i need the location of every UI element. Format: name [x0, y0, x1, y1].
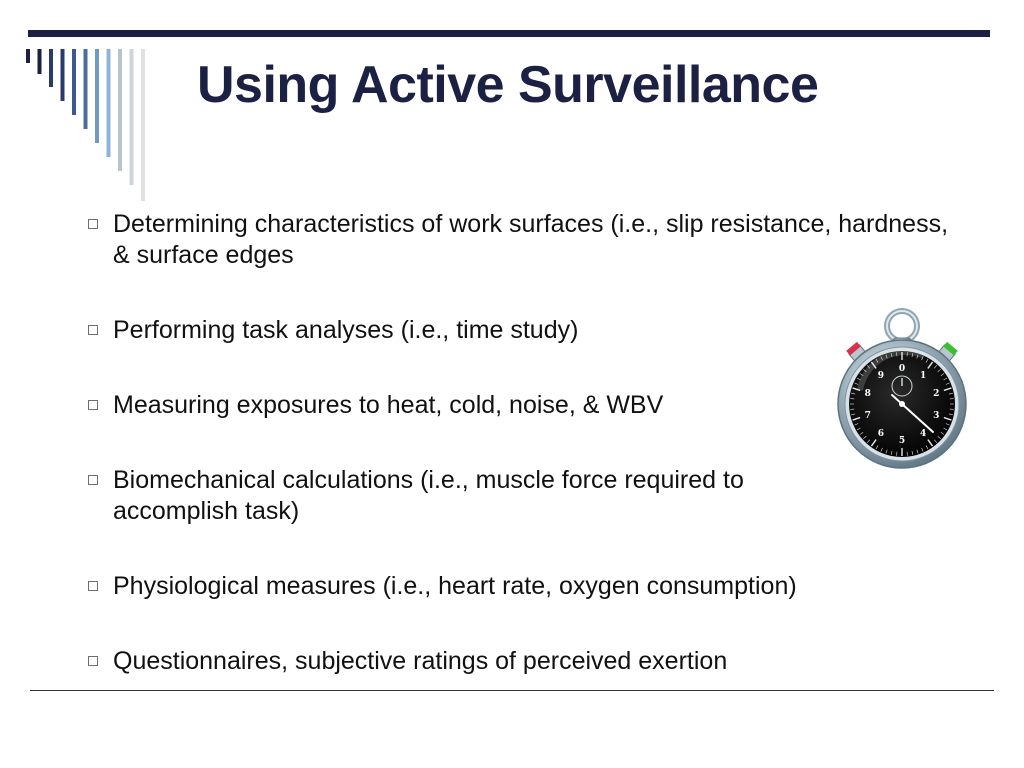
- dial-number: 7: [864, 411, 871, 422]
- decorative-stripe: [72, 49, 76, 115]
- bullet-item: [88, 571, 953, 602]
- top-rule: [28, 30, 990, 37]
- bullet-text: Measuring exposures to heat, cold, noise, & WBV: [113, 391, 664, 419]
- decorative-stripes: [24, 49, 174, 209]
- dial-number: 3: [933, 411, 940, 422]
- square-bullet-icon: [88, 219, 98, 229]
- stopwatch-icon: [832, 304, 972, 474]
- dial-number: 0: [898, 364, 906, 374]
- decorative-stripe: [141, 49, 145, 201]
- square-bullet-icon: [88, 581, 98, 591]
- dial-number: 5: [898, 436, 906, 446]
- bullet-item: [88, 315, 813, 346]
- decorative-stripe: [95, 49, 99, 143]
- square-bullet-icon: [88, 656, 98, 666]
- dial-number: 4: [920, 429, 927, 440]
- decorative-stripe: [26, 49, 30, 63]
- bullet-item: [88, 465, 838, 527]
- bullet-text: Questionnaires, subjective ratings of perceived exertion: [113, 647, 728, 675]
- slide-title: Using Active Surveillance: [197, 56, 819, 114]
- decorative-stripe: [84, 49, 88, 129]
- dial-number: 2: [933, 388, 940, 399]
- bullet-text: Performing task analyses (i.e., time study): [113, 316, 579, 344]
- decorative-stripe: [130, 49, 134, 185]
- bullet-item: [88, 646, 953, 677]
- dial-number: 6: [877, 429, 884, 440]
- dial-number: 8: [864, 388, 871, 399]
- bullet-text: Physiological measures (i.e., heart rate, oxygen consumption): [113, 572, 797, 600]
- bullet-text: Determining characteristics of work surfaces (i.e., slip resistance, hardness, & surface edges: [113, 210, 949, 269]
- decorative-stripe: [107, 49, 111, 157]
- decorative-stripe: [118, 49, 122, 171]
- bullet-text: Biomechanical calculations (i.e., muscle force required to accomplish task): [113, 466, 744, 525]
- square-bullet-icon: [88, 400, 98, 410]
- bullet-item: [88, 209, 953, 271]
- decorative-stripe: [49, 49, 53, 87]
- bottom-rule: [30, 690, 994, 691]
- square-bullet-icon: [88, 325, 98, 335]
- dial-number: 9: [877, 370, 884, 381]
- decorative-stripe: [38, 49, 42, 74]
- square-bullet-icon: [88, 475, 98, 485]
- decorative-stripe: [61, 49, 65, 101]
- bullet-item: [88, 390, 813, 421]
- dial-number: 1: [920, 370, 927, 381]
